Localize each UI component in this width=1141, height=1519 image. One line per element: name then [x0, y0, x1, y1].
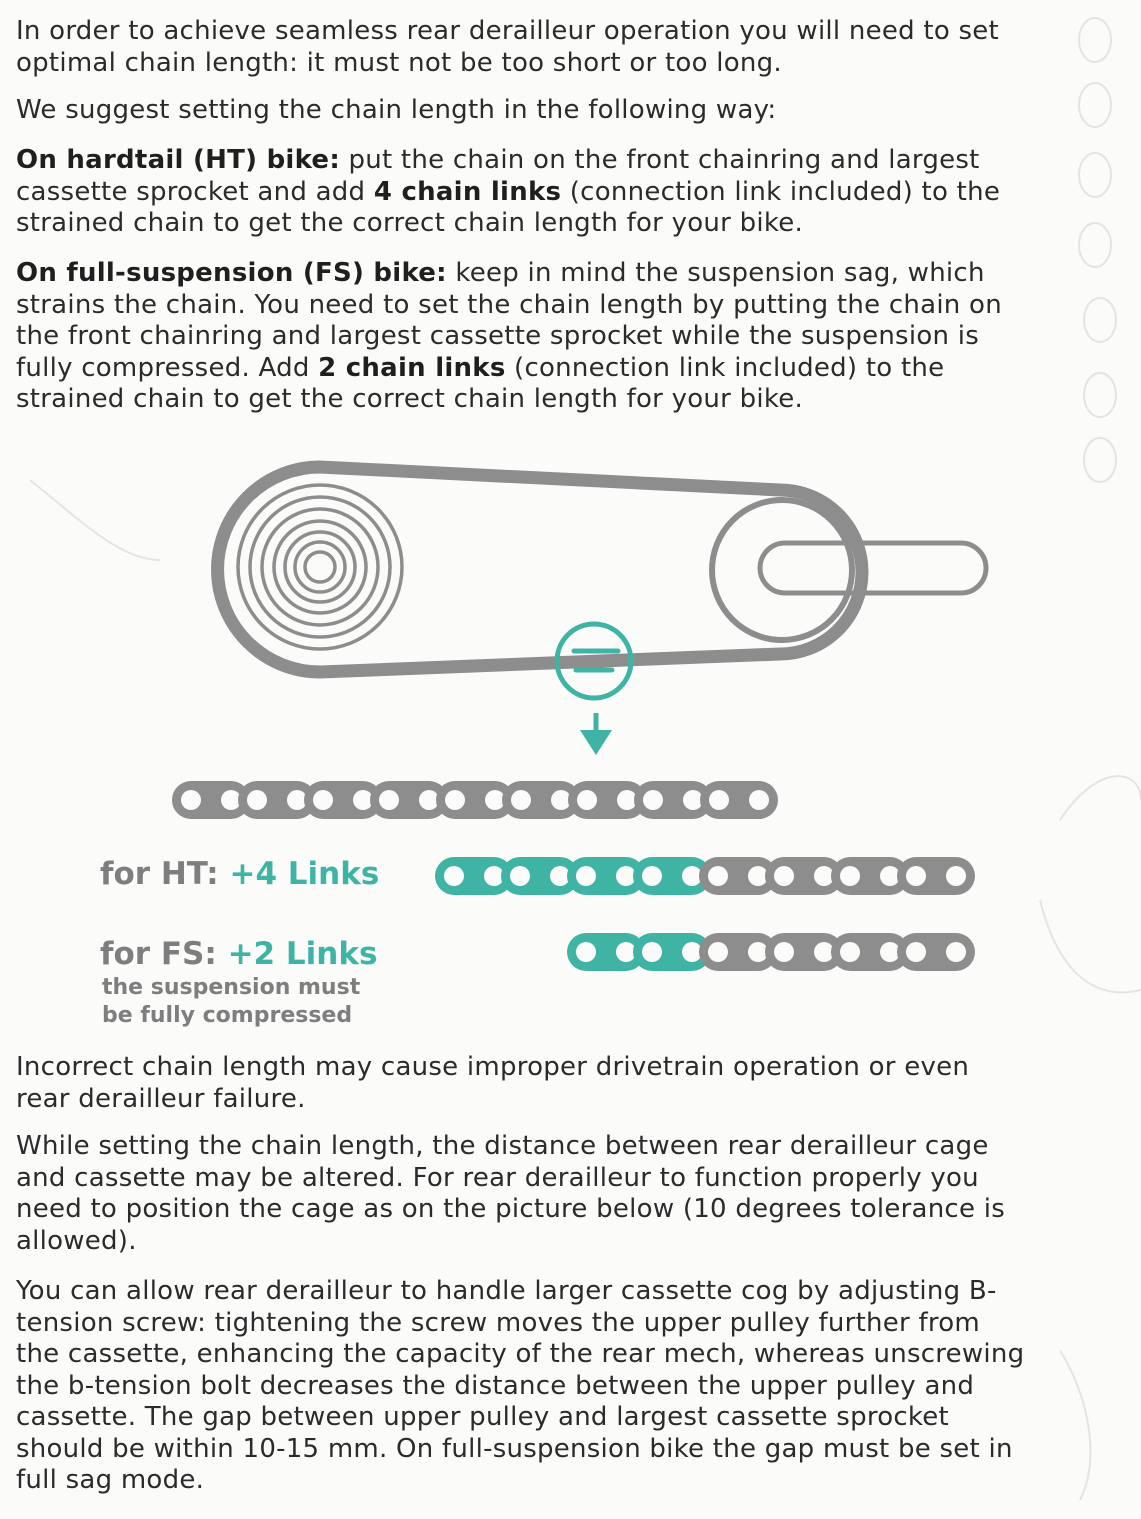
text-segment: fully compressed. Add [16, 352, 319, 383]
text-line: While setting the chain length, the distance between rear derailleur cage [16, 1131, 989, 1161]
ht-label-prefix: for HT: [100, 856, 219, 892]
fs-heading: On full-suspension (FS) bike: [16, 258, 447, 288]
text-line: Incorrect chain length may cause improper drivetrain operation or even [16, 1052, 970, 1082]
b-tension-paragraph [16, 1276, 1121, 1497]
text-segment: keep in mind the suspension sag, which [446, 258, 985, 288]
text-segment: (connection link included) to the [505, 352, 945, 383]
text-segment: (connection link included) to the [561, 176, 1001, 207]
chain-link [897, 933, 975, 971]
ht-label-value: +4 Links [229, 856, 380, 892]
chain-link [700, 781, 778, 819]
chainring-icon [712, 500, 852, 640]
fs-note-line: be fully compressed [102, 1003, 353, 1028]
chain-link [897, 857, 975, 895]
fs-chain [567, 933, 975, 971]
text-line: tension screw: tightening the screw moves the upper pulley further from [16, 1307, 980, 1338]
warning-paragraph [16, 1052, 1121, 1115]
text-segment: put the chain on the front chainring and largest [339, 145, 980, 175]
hardtail-paragraph [16, 145, 1121, 240]
text-line: cassette. The gap between upper pulley and largest cassette sprocket [16, 1402, 949, 1432]
text-line: We suggest setting the chain length in the following way: [16, 95, 777, 125]
text-line: In order to achieve seamless rear derailleur operation you will need to set [16, 16, 999, 46]
arrow-down-icon [580, 713, 612, 755]
fs-note-line: the suspension must [102, 975, 361, 1000]
full-suspension-paragraph [16, 258, 1121, 416]
drivetrain-illustration [218, 467, 986, 672]
crank-arm-icon [760, 543, 986, 593]
text-line: the b-tension bolt decreases the distance between the upper pulley and [16, 1370, 975, 1401]
text-line: need to position the cage as on the picture below (10 degrees tolerance is [16, 1194, 1006, 1224]
fs-note [102, 974, 360, 1030]
fs-label-prefix: for FS: [100, 936, 217, 972]
text-line: strained chain to get the correct chain length for your bike. [16, 384, 803, 414]
ht-label [100, 856, 379, 892]
base-chain [172, 781, 778, 819]
text-line: optimal chain length: it must not be too short or too long. [16, 47, 782, 78]
text-line: allowed). [16, 1225, 137, 1256]
ht-links-count: 4 chain links [373, 176, 562, 207]
intro-paragraph [16, 16, 1121, 79]
text-line: strained chain to get the correct chain length for your bike. [16, 208, 803, 238]
fs-label [100, 936, 377, 972]
text-line: rear derailleur failure. [16, 1083, 306, 1114]
text-line: full sag mode. [16, 1465, 205, 1495]
text-segment: cassette sprocket and add [16, 176, 374, 207]
text-line: strains the chain. You need to set the chain length by putting the chain on [16, 289, 1002, 320]
suggest-paragraph [16, 95, 1121, 127]
hardtail-heading: On hardtail (HT) bike: [16, 145, 340, 175]
fs-links-count: 2 chain links [318, 352, 506, 383]
cage-position-paragraph [16, 1131, 1121, 1257]
text-line: should be within 10-15 mm. On full-suspension bike the gap must be set in [16, 1433, 1013, 1464]
text-line: the front chainring and largest cassette sprocket while the suspension is [16, 321, 979, 351]
ht-chain [435, 857, 975, 895]
text-line: You can allow rear derailleur to handle larger cassette cog by adjusting B- [16, 1276, 997, 1306]
fs-label-value: +2 Links [227, 936, 378, 972]
text-line: the cassette, enhancing the capacity of the rear mech, whereas unscrewing [16, 1339, 1025, 1369]
cassette-icon [238, 485, 402, 649]
text-line: and cassette may be altered. For rear derailleur to function properly you [16, 1162, 979, 1193]
